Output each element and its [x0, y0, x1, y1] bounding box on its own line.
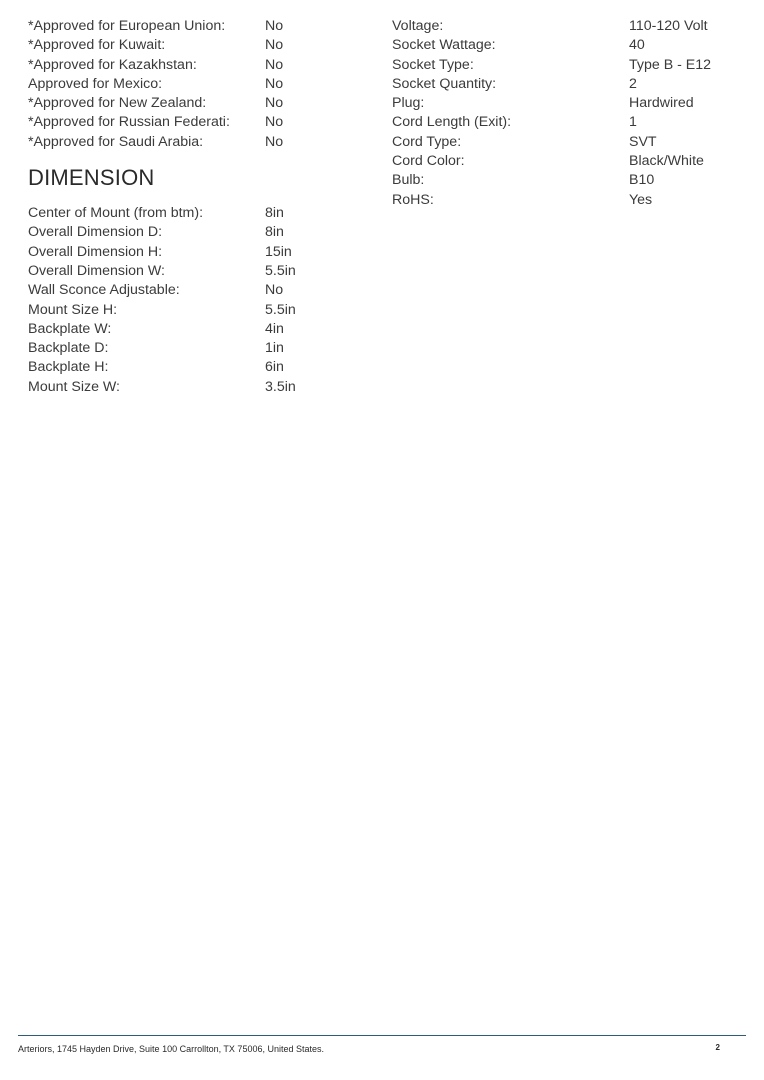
spec-label: *Approved for European Union:	[28, 18, 226, 34]
spec-label: Socket Type:	[392, 56, 474, 73]
spec-label: RoHS:	[392, 191, 434, 208]
page-number: 2	[715, 1043, 720, 1052]
spec-value: No	[265, 282, 284, 299]
spec-row	[28, 56, 358, 75]
spec-value: 8in	[265, 205, 284, 222]
spec-label: Backplate D:	[28, 340, 109, 357]
spec-value: 40	[629, 37, 645, 54]
spec-row	[28, 94, 358, 113]
spec-label: Bulb:	[392, 172, 425, 189]
electrical-list	[392, 17, 732, 210]
spec-label: Center of Mount (from btm):	[28, 205, 204, 222]
spec-row	[392, 191, 732, 210]
spec-value: 1	[629, 114, 637, 131]
spec-value: 2	[629, 75, 637, 92]
spec-value: 1in	[265, 340, 284, 357]
spec-row	[392, 152, 732, 171]
spec-label: Backplate W:	[28, 320, 112, 337]
spec-label: *Approved for New Zealand:	[28, 95, 207, 112]
spec-value: No	[265, 133, 284, 150]
spec-value: B10	[629, 172, 655, 189]
spec-label: Voltage:	[392, 18, 444, 34]
spec-value: 5.5in	[265, 262, 296, 279]
spec-value: Type B - E12	[629, 56, 712, 73]
spec-row	[28, 223, 358, 242]
spec-row	[28, 339, 358, 358]
spec-label: *Approved for Kazakhstan:	[28, 56, 197, 73]
spec-value: 5.5in	[265, 301, 296, 318]
spec-label: Overall Dimension W:	[28, 262, 165, 279]
spec-label: Mount Size H:	[28, 301, 118, 318]
spec-row	[28, 133, 358, 152]
spec-row	[28, 113, 358, 132]
spec-value: Hardwired	[629, 95, 694, 112]
spec-row	[28, 204, 358, 223]
spec-row	[392, 17, 732, 36]
spec-value: SVT	[629, 133, 657, 150]
spec-row	[28, 75, 358, 94]
spec-label: Overall Dimension H:	[28, 243, 163, 260]
spec-row	[28, 281, 358, 300]
spec-row	[28, 358, 358, 377]
spec-row	[28, 243, 358, 262]
spec-value: No	[265, 114, 284, 131]
spec-value: No	[265, 75, 284, 92]
spec-row	[28, 262, 358, 281]
spec-value: 3.5in	[265, 378, 296, 395]
spec-value: 110-120 Volt	[629, 18, 708, 34]
spec-label: Wall Sconce Adjustable:	[28, 282, 180, 299]
spec-label: Cord Length (Exit):	[392, 114, 512, 131]
spec-row	[392, 56, 732, 75]
spec-value: 8in	[265, 224, 284, 241]
spec-row	[392, 36, 732, 55]
dimension-heading: DIMENSION	[28, 165, 155, 191]
dimensions-list	[28, 204, 358, 397]
spec-row	[392, 94, 732, 113]
spec-row	[28, 36, 358, 55]
spec-value: 6in	[265, 359, 284, 376]
left-column	[28, 17, 358, 397]
spec-label: Cord Type:	[392, 133, 462, 150]
right-column	[392, 17, 732, 210]
spec-label: Approved for Mexico:	[28, 75, 163, 92]
spec-label: *Approved for Saudi Arabia:	[28, 133, 204, 150]
spec-row	[28, 320, 358, 339]
spec-label: Plug:	[392, 95, 425, 112]
spec-value: Yes	[629, 191, 653, 208]
spec-row	[28, 17, 358, 36]
spec-label: Cord Color:	[392, 153, 465, 170]
spec-value: 4in	[265, 320, 284, 337]
spec-label: Socket Wattage:	[392, 37, 496, 54]
spec-value: No	[265, 37, 284, 54]
spec-value: No	[265, 95, 284, 112]
spec-row	[28, 301, 358, 320]
footer-divider	[18, 1035, 746, 1036]
spec-value: 15in	[265, 243, 292, 260]
spec-value: Black/White	[629, 153, 704, 170]
spec-label: *Approved for Russian Federati:	[28, 114, 230, 131]
spec-row	[392, 75, 732, 94]
approvals-list	[28, 17, 358, 152]
spec-value: No	[265, 18, 284, 34]
spec-label: *Approved for Kuwait:	[28, 37, 166, 54]
spec-label: Backplate H:	[28, 359, 109, 376]
spec-label: Socket Quantity:	[392, 75, 497, 92]
spec-row	[28, 378, 358, 397]
spec-row	[392, 171, 732, 190]
spec-row	[392, 113, 732, 132]
spec-label: Mount Size W:	[28, 378, 120, 395]
spec-value: No	[265, 56, 284, 73]
spec-label: Overall Dimension D:	[28, 224, 163, 241]
spec-row	[392, 133, 732, 152]
footer-address: Arteriors, 1745 Hayden Drive, Suite 100 Carrollton, TX 75006, United States.	[18, 1044, 324, 1054]
